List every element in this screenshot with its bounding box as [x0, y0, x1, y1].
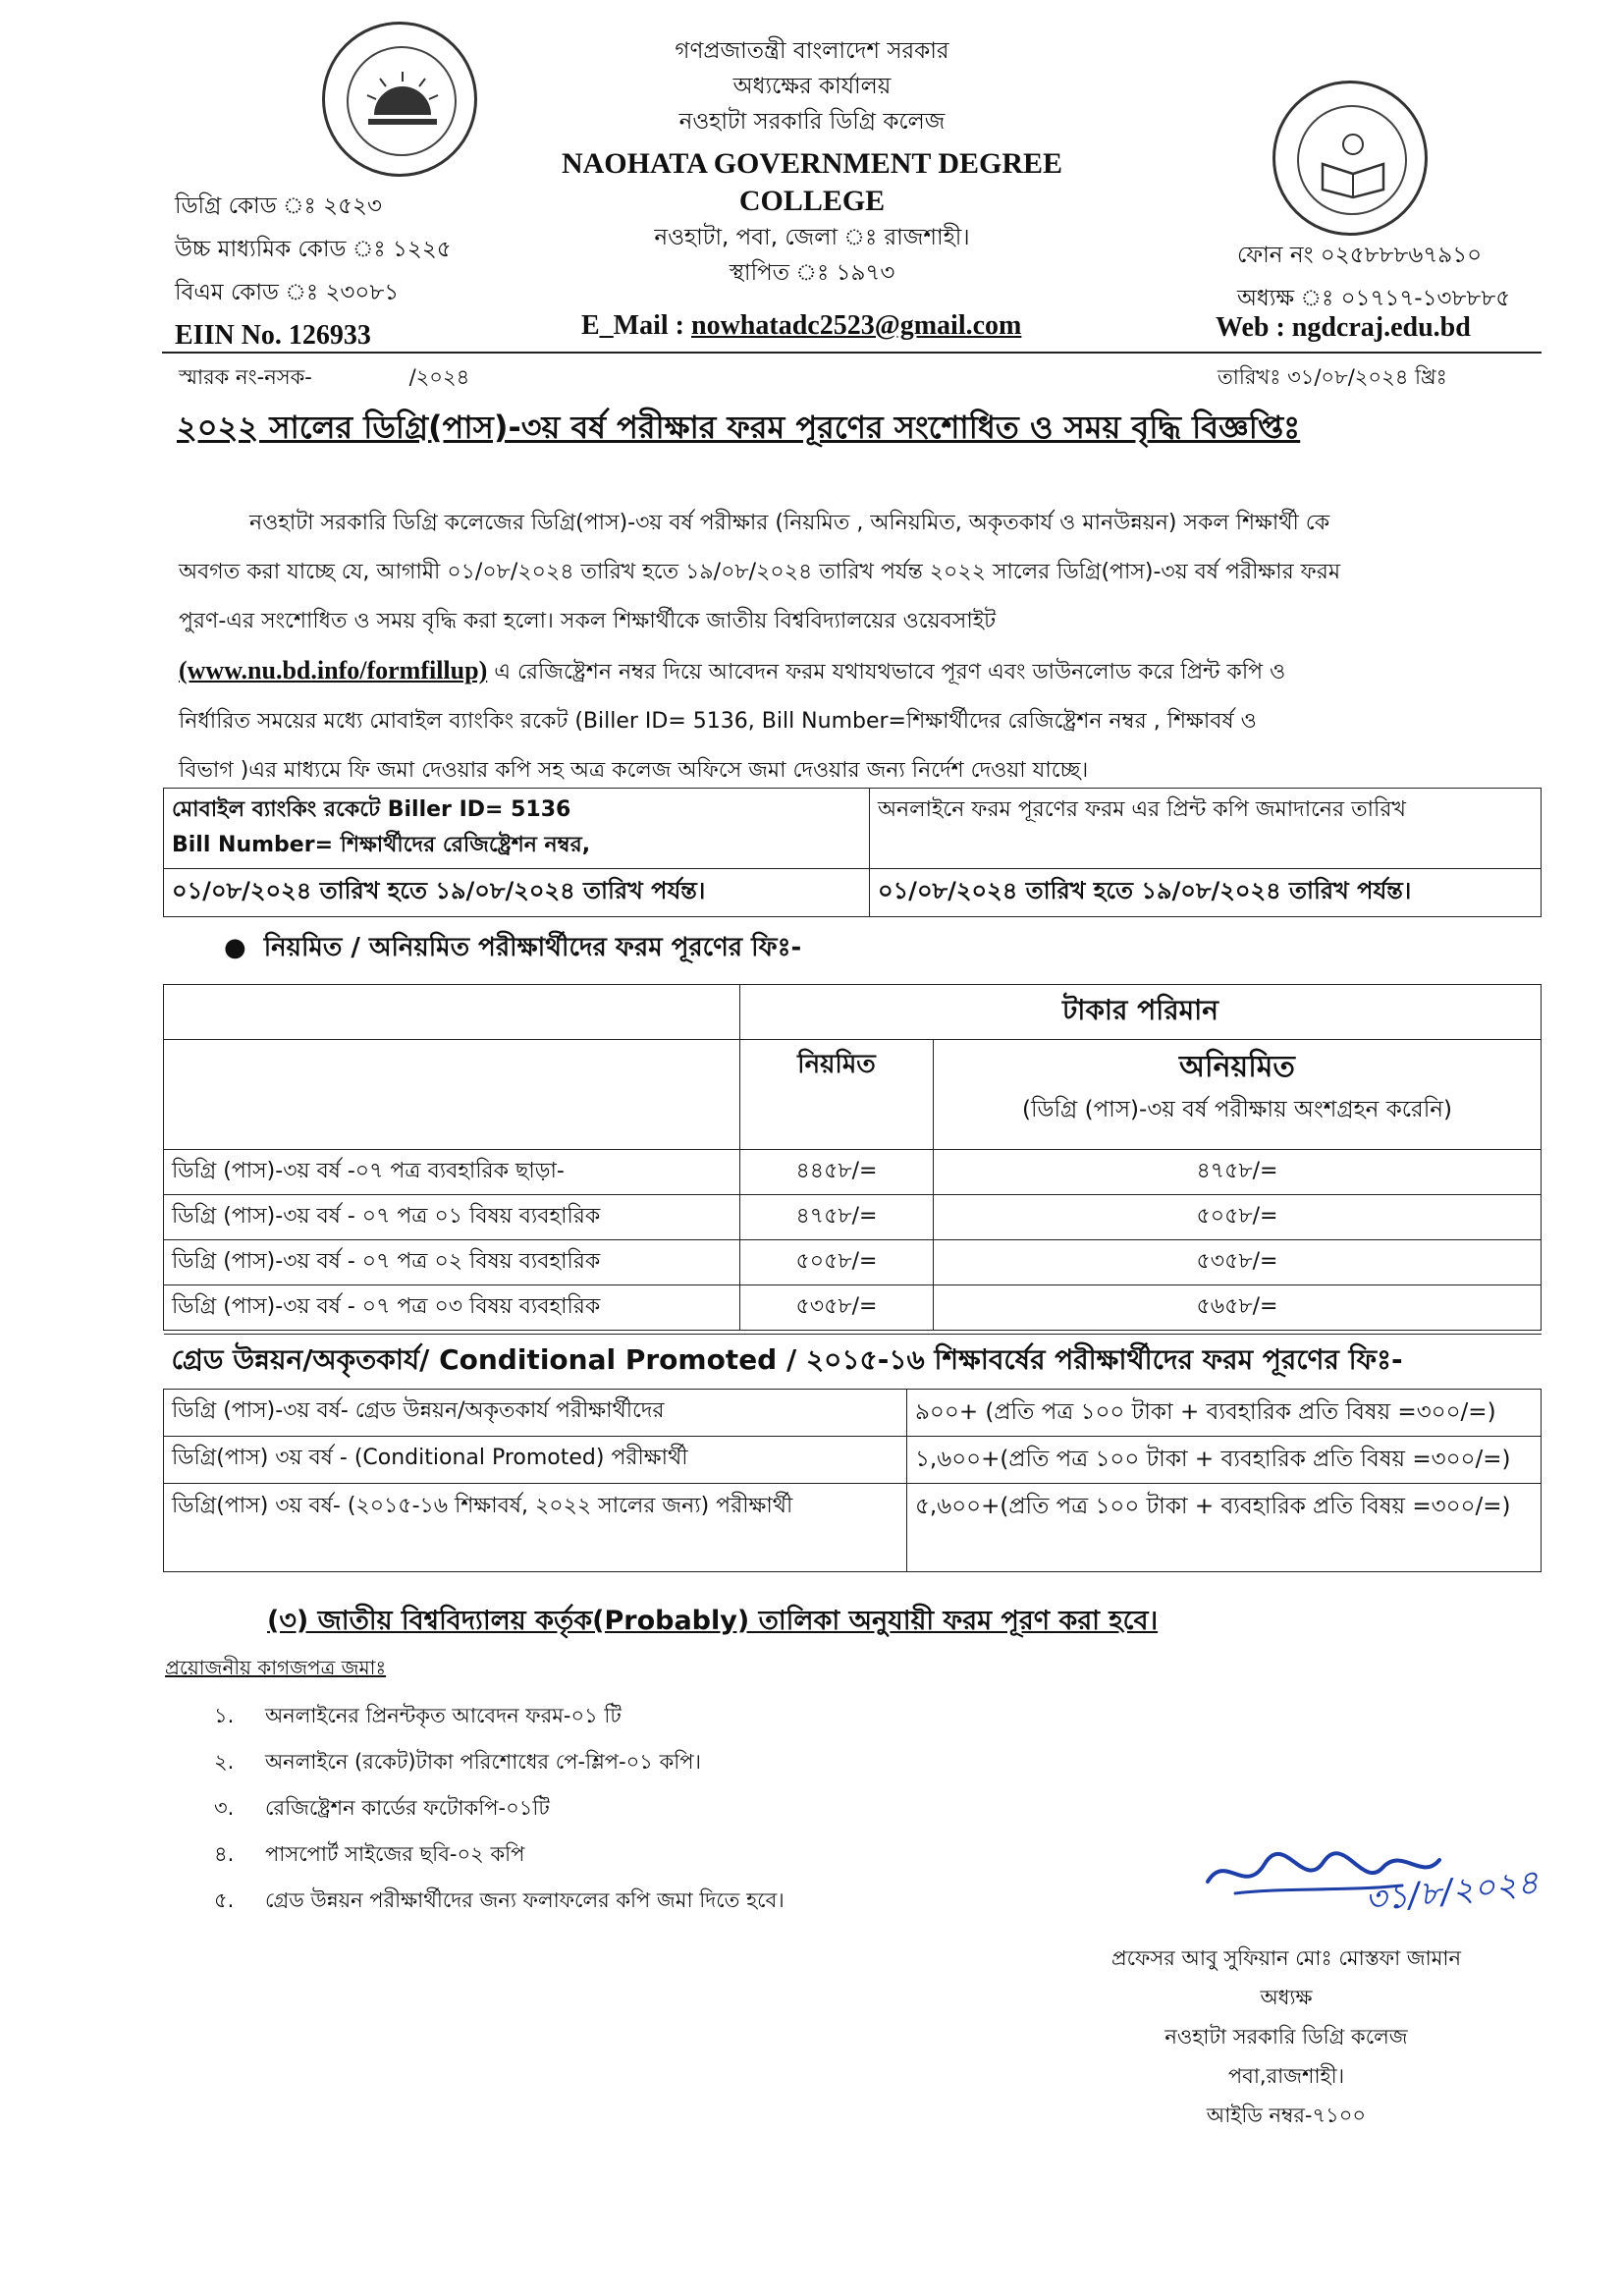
list-item: ১. অনলাইনের প্রিনন্টকৃত আবেদন ফরম-০১ টি [214, 1704, 622, 1727]
email-label: E_Mail : [581, 310, 691, 341]
irregular-note: (ডিগ্রি (পাস)-৩য় বর্ষ পরীক্ষায় অংশগ্রহন করেনি) [1022, 1097, 1452, 1122]
degree-code: ডিগ্রি কোড ঃ ২৫২৩ [175, 193, 382, 219]
fee-row-regular: ৫৩৫৮/= [740, 1285, 934, 1331]
body-line-3: পুরণ-এর সংশোধিত ও সময় বৃদ্ধি করা হলো। সকল শিক্ষার্থীকে জাতীয় বিশ্ববিদ্যালয়ের ওয়েবসাইট [179, 609, 997, 633]
body-line-1: নওহাটা সরকারি ডিগ্রি কলেজের ডিগ্রি(পাস)-৩য় বর্ষ পরীক্ষার (নিয়মিত , অনিয়মিত, অকৃতকার্য ও মানউন্নয়ন) সকল শিক্ষার্থী কে [249, 511, 1330, 535]
list-item: ৩. রেজিষ্ট্রেশন কার্ডের ফটোকপি-০১টি [214, 1796, 550, 1820]
fee-row-regular: ৪৪৫৮/= [740, 1150, 934, 1195]
probably-note: (৩) জাতীয় বিশ্ববিদ্যালয় কর্তৃক(Probably) তালিকা অনুযায়ী ফরম পূরণ করা হবে। [267, 1606, 1159, 1636]
payment-date-table [163, 788, 1542, 917]
documents-heading: প্রয়োজনীয় কাগজপত্র জমাঃ [165, 1656, 387, 1679]
right-contacts [1237, 234, 1510, 320]
bm-code: বিএম কোড ঃ ২৩০৮১ [175, 280, 400, 305]
eiin-number: EIIN No. 126933 [175, 320, 371, 351]
body-line-4-text: এ রেজিষ্ট্রেশন নম্বর দিয়ে আবেদন ফরম যথাযথভাবে পূরণ এবং ডাউনলোড করে প্রিন্ট কপি ও [487, 660, 1286, 684]
header-center [471, 33, 1153, 291]
college-en-name-line1: NAOHATA GOVERNMENT DEGREE [561, 147, 1063, 180]
header-divider [162, 352, 1542, 354]
fee-row-irregular: ৫৬৫৮/= [934, 1285, 1542, 1331]
signatory-id: আইডি নম্বর-৭১০০ [1206, 2104, 1367, 2127]
special-row-label: ডিগ্রি(পাস) ৩য় বর্ষ - (Conditional Promoted) পরীক্ষার্থী [164, 1437, 907, 1484]
hsc-code: উচ্চ মাধ্যমিক কোড ঃ ১২২৫ [175, 237, 452, 262]
memo-ref [179, 361, 469, 396]
notice-body [179, 499, 1553, 795]
body-line-4 [179, 646, 1553, 697]
fee-table-blank [164, 1040, 740, 1150]
special-row-fee: ৫,৬০০+(প্রতি পত্র ১০০ টাকা + ব্যবহারিক প্রতি বিষয় =৩০০/=) [907, 1484, 1542, 1572]
payment-date-range: ০১/০৮/২০২৪ তারিখ হতে ১৯/০৮/২০২৪ তারিখ পর্যন্ত। [164, 869, 870, 917]
fee-row-label: ডিগ্রি (পাস)-৩য় বর্ষ - ০৭ পত্র ০১ বিষয় ব্যবহারিক [164, 1195, 740, 1240]
college-seal-left [322, 22, 477, 177]
fee-row-label: ডিগ্রি (পাস)-৩য় বর্ষ -০৭ পত্র ব্যবহারিক ছাড়া- [164, 1150, 740, 1195]
special-row-label: ডিগ্রি(পাস) ৩য় বর্ষ- (২০১৫-১৬ শিক্ষাবর্ষ, ২০২২ সালের জন্য) পরীক্ষার্থী [164, 1484, 907, 1572]
fee-section-title: নিয়মিত / অনিয়মিত পরীক্ষার্থীদের ফরম পূরণের ফিঃ- [263, 933, 802, 962]
left-codes [175, 185, 452, 357]
documents-list [214, 1693, 785, 1924]
print-copy-cell [870, 789, 1542, 869]
fee-table-corner [164, 985, 740, 1040]
office-line: অধ্যক্ষের কার্যালয় [732, 74, 892, 99]
memo-ref-year: /২০২৪ [408, 365, 470, 389]
memo-date: তারিখঃ ৩১/০৮/২০২৪ খ্রিঃ [1218, 365, 1447, 389]
book-emblem-icon [1275, 83, 1431, 239]
signatory-designation: অধ্যক্ষ [1260, 1986, 1313, 2009]
fee-row-regular: ৫০৫৮/= [740, 1240, 934, 1285]
college-bn-name: নওহাটা সরকারি ডিগ্রি কলেজ [678, 109, 946, 135]
formfillup-link[interactable]: (www.nu.bd.info/formfillup) [179, 656, 488, 684]
payment-bill-number: Bill Number= শিক্ষার্থীদের রেজিষ্ট্রেশন নম্বর, [172, 833, 591, 857]
email-link[interactable]: nowhatadc2523@gmail.com [691, 310, 1022, 341]
signatory-college: নওহাটা সরকারি ডিগ্রি কলেজ [1164, 2025, 1408, 2049]
print-copy-label: অনলাইনে ফরম পূরণের ফরম এর প্রিন্ট কপি জমাদানের তারিখ [878, 797, 1406, 822]
memo-ref-label: স্মারক নং-নসক- [179, 365, 312, 389]
phone-number: ফোন নং ০২৫৮৮৮৬৭৯১০ [1237, 243, 1483, 268]
sun-emblem-icon [325, 25, 480, 180]
handwritten-date: ৩১/৮/২০২৪ [1363, 1862, 1541, 1921]
fee-bullet [224, 927, 801, 970]
submission-date-range: ০১/০৮/২০২৪ তারিখ হতে ১৯/০৮/২০২৪ তারিখ পর্যন্ত। [870, 869, 1542, 917]
signatory-name: প্রফেসর আবু সুফিয়ান মোঃ মোস্তফা জামান [1110, 1946, 1462, 1970]
irregular-header: অনিয়মিত [1179, 1050, 1295, 1084]
signature-block [1060, 1939, 1512, 2135]
list-item: ২. অনলাইনে (রকেট)টাকা পরিশোধের পে-শ্লিপ-০১ কপি। [214, 1750, 702, 1774]
fee-row-label: ডিগ্রি (পাস)-৩য় বর্ষ - ০৭ পত্র ০২ বিষয় ব্যবহারিক [164, 1240, 740, 1285]
special-row-fee: ১,৬০০+(প্রতি পত্র ১০০ টাকা + ব্যবহারিক প্রতি বিষয় =৩০০/=) [907, 1437, 1542, 1484]
payment-biller: মোবাইল ব্যাংকিং রকেটে Biller ID= 5136 [172, 797, 571, 822]
irregular-header-cell [934, 1040, 1542, 1150]
body-line-6: বিভাগ )এর মাধ্যমে ফি জমা দেওয়ার কপি সহ অত্র কলেজ অফিসে জমা দেওয়ার জন্য নির্দেশ দেওয়া যাচ্ছে। [179, 758, 1089, 783]
payment-method-cell [164, 789, 870, 869]
signatory-place: পবা,রাজশাহী। [1227, 2064, 1345, 2088]
fee-row-irregular: ৪৭৫৮/= [934, 1150, 1542, 1195]
special-row-fee: ৯০০+ (প্রতি পত্র ১০০ টাকা + ব্যবহারিক প্রতি বিষয় =৩০০/=) [907, 1390, 1542, 1437]
special-fee-table [163, 1334, 1542, 1572]
fee-row-irregular: ৫৩৫৮/= [934, 1240, 1542, 1285]
college-en-name-line2: COLLEGE [738, 185, 886, 217]
body-line-5: নির্ধারিত সময়ের মধ্যে মোবাইল ব্যাংকিং রকেট (Biller ID= 5136, Bill Number=শিক্ষার্থীদের রেজিষ্ট্রেশন নম্বর , শিক্ষাবর্ষ ও [179, 709, 1257, 734]
regular-header: নিয়মিত [740, 1040, 934, 1150]
college-seal-right [1272, 81, 1428, 236]
government-line: গণপ্রজাতন্ত্রী বাংলাদেশ সরকার [675, 38, 949, 64]
list-item: ৪. পাসপোর্ট সাইজের ছবি-০২ কপি [214, 1842, 525, 1866]
principal-phone: অধ্যক্ষ ঃ ০১৭১৭-১৩৮৮৮৫ [1237, 286, 1511, 311]
list-item: ৫. গ্রেড উন্নয়ন পরীক্ষার্থীদের জন্য ফলাফলের কপি জমা দিতে হবে। [214, 1888, 785, 1912]
special-row-label: ডিগ্রি (পাস)-৩য় বর্ষ- গ্রেড উন্নয়ন/অকৃতকার্য পরীক্ষার্থীদের [164, 1390, 907, 1437]
bullet-icon: ● [224, 933, 246, 962]
body-line-2: অবগত করা যাচ্ছে যে, আগামী ০১/০৮/২০২৪ তারিখ হতে ১৯/০৮/২০২৪ তারিখ পর্যন্ত ২০২২ সালের ডিগ্রি(পাস)-৩য় বর্ষ পরীক্ষার ফরম [179, 560, 1341, 584]
fee-row-label: ডিগ্রি (পাস)-৩য় বর্ষ - ০৭ পত্র ০৩ বিষয় ব্যবহারিক [164, 1285, 740, 1331]
website[interactable]: Web : ngdcraj.edu.bd [1216, 312, 1471, 343]
established-year: স্থাপিত ঃ ১৯৭৩ [729, 260, 895, 286]
email-line [581, 310, 1021, 342]
college-address: নওহাটা, পবা, জেলা ঃ রাজশাহী। [654, 225, 970, 250]
fee-row-regular: ৪৭৫৮/= [740, 1195, 934, 1240]
fee-row-irregular: ৫০৫৮/= [934, 1195, 1542, 1240]
fee-table [163, 984, 1542, 1331]
special-fee-header: গ্রেড উন্নয়ন/অকৃতকার্য/ Conditional Promoted / ২০১৫-১৬ শিক্ষাবর্ষের পরীক্ষার্থীদের ফরম পূরণের ফিঃ- [164, 1335, 1542, 1390]
notice-title: ২০২২ সালের ডিগ্রি(পাস)-৩য় বর্ষ পরীক্ষার ফরম পূরণের সংশোধিত ও সময় বৃদ্ধি বিজ্ঞপ্তিঃ [177, 409, 1301, 446]
amount-header: টাকার পরিমান [740, 985, 1542, 1040]
